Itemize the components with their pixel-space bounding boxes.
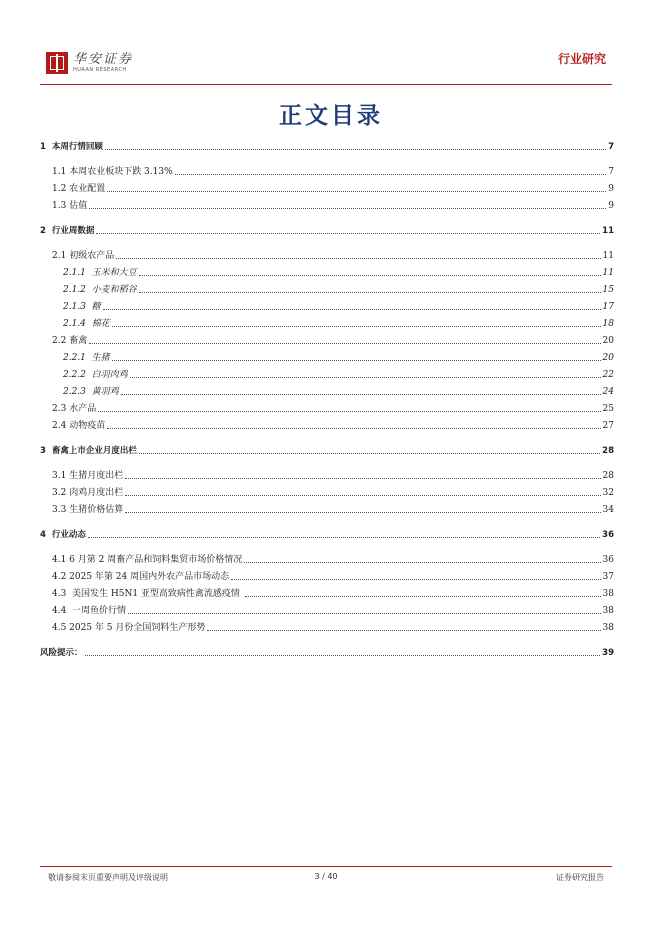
toc-dot-leader	[128, 613, 601, 614]
toc-entry[interactable]	[52, 197, 614, 212]
toc-dot-leader	[125, 495, 600, 496]
toc-entry[interactable]	[63, 264, 614, 279]
page-footer	[40, 872, 612, 886]
toc-entry-label: 行业动态	[51, 530, 86, 540]
toc-dot-leader	[125, 512, 600, 513]
toc-entry-number: 3	[40, 446, 52, 456]
toc-entry-page: 11	[602, 268, 614, 278]
toc-entry-label: 小麦和稻谷	[91, 285, 137, 295]
toc-entry[interactable]	[52, 484, 614, 499]
toc-dot-leader	[244, 562, 600, 563]
toc-dot-leader	[85, 655, 601, 656]
toc-entry-page: 38	[602, 589, 614, 599]
toc-entry-label: 糖	[91, 302, 101, 312]
logo-chinese-name: 华安证券	[73, 51, 134, 67]
toc-dot-leader	[112, 360, 601, 361]
toc-dot-leader	[130, 377, 601, 378]
toc-entry-page: 9	[608, 201, 614, 211]
toc-dot-leader	[125, 478, 600, 479]
toc-entry-number: 2.1	[52, 251, 70, 261]
toc-entry-label: 生猪价格估算	[69, 505, 124, 515]
toc-entry-label: 本周农业板块下跌 3.13%	[69, 167, 173, 177]
toc-entry-label: 黄羽鸡	[91, 387, 119, 397]
toc-entry-page: 24	[602, 387, 614, 397]
toc-entry-label: 肉鸡月度出栏	[69, 488, 124, 498]
toc-entry[interactable]	[40, 222, 614, 237]
toc-entry-page: 38	[602, 606, 614, 616]
toc-dot-leader	[112, 326, 601, 327]
toc-entry-label: 4.3 美国发生 H5N1 亚型高致病性禽流感疫情	[52, 589, 243, 599]
toc-entry[interactable]	[52, 163, 614, 178]
toc-entry-number: 2.3	[52, 404, 70, 414]
toc-entry[interactable]	[63, 383, 614, 398]
toc-dot-leader	[121, 394, 601, 395]
toc-entry[interactable]	[63, 315, 614, 330]
header-divider	[40, 84, 612, 85]
toc-entry-page: 22	[602, 370, 614, 380]
toc-entry-page: 7	[608, 167, 614, 177]
toc-entry-number: 3.2	[52, 488, 70, 498]
toc-entry[interactable]	[63, 349, 614, 364]
toc-entry-number: 1.2	[52, 184, 70, 194]
toc-dot-leader	[207, 630, 600, 631]
toc-entry-number: 4	[40, 530, 52, 540]
toc-entry-number: 1	[40, 142, 52, 152]
toc-entry[interactable]	[40, 644, 614, 659]
toc-entry-number: 2.1.3	[63, 302, 92, 312]
toc-entry-number: 2.2.2	[63, 370, 92, 380]
toc-dot-leader	[103, 309, 601, 310]
toc-entry[interactable]	[52, 551, 614, 566]
toc-entry[interactable]	[63, 366, 614, 381]
disclaimer-note: 敬请参阅末页重要声明及评级说明	[48, 873, 168, 882]
toc-entry-page: 11	[602, 251, 614, 261]
toc-entry[interactable]	[52, 602, 614, 617]
toc-entry[interactable]	[40, 138, 614, 153]
logo-seal-icon	[46, 52, 68, 74]
toc-dot-leader	[89, 343, 600, 344]
toc-dot-leader	[139, 275, 601, 276]
toc-entry-label: 4.4 一周鱼价行情	[52, 606, 127, 616]
toc-entry-label: 4.2 2025 年第 24 周国内外农产品市场动态	[52, 572, 230, 582]
toc-entry-label: 棉花	[91, 319, 110, 329]
toc-entry-label: 农业配置	[69, 184, 106, 194]
toc-dot-leader	[245, 596, 601, 597]
toc-entry-label: 畜禽	[69, 336, 88, 346]
logo-english-name: HUAAN RESEARCH	[73, 66, 127, 73]
toc-entry[interactable]	[63, 298, 614, 313]
toc-entry-page: 38	[602, 623, 614, 633]
toc-entry-number: 3.3	[52, 505, 70, 515]
toc-entry-label: 生猪月度出栏	[69, 471, 124, 481]
page-number: 3 / 40	[314, 872, 338, 881]
toc-dot-leader	[116, 258, 600, 259]
toc-entry-page: 32	[602, 488, 614, 498]
toc-dot-leader	[231, 579, 600, 580]
toc-dot-leader	[107, 428, 600, 429]
toc-entry-page: 28	[602, 446, 614, 456]
toc-entry-page: 28	[602, 471, 614, 481]
toc-entry-number: 2.2.3	[63, 387, 92, 397]
toc-entry-number: 2.1.4	[63, 319, 92, 329]
toc-entry-number: 2.1.1	[63, 268, 92, 278]
footer-divider	[40, 866, 612, 867]
toc-entry-label: 本周行情回顾	[51, 142, 103, 152]
toc-entry-label: 行业周数据	[51, 226, 95, 236]
toc-entry-label: 4.5 2025 年 5 月份全国饲料生产形势	[52, 623, 206, 633]
page-header	[40, 48, 612, 88]
toc-entry-page: 27	[602, 421, 614, 431]
toc-entry[interactable]	[52, 247, 614, 262]
toc-entry-label: 畜禽上市企业月度出栏	[51, 446, 137, 456]
toc-dot-leader	[98, 411, 600, 412]
toc-entry-page: 36	[602, 555, 614, 565]
toc-entry[interactable]	[40, 526, 614, 541]
toc-entry[interactable]	[52, 619, 614, 634]
toc-entry-number: 2.1.2	[63, 285, 92, 295]
toc-entry-label: 水产品	[69, 404, 97, 414]
toc-entry[interactable]	[52, 417, 614, 432]
toc-entry-number: 1.1	[52, 167, 70, 177]
toc-entry-number: 2.2.1	[63, 353, 92, 363]
toc-entry-page: 17	[602, 302, 614, 312]
toc-entry[interactable]	[52, 400, 614, 415]
report-type-label: 行业研究	[557, 52, 606, 66]
toc-entry-page: 20	[602, 336, 614, 346]
toc-entry[interactable]	[52, 467, 614, 482]
toc-dot-leader	[88, 537, 600, 538]
toc-entry[interactable]	[52, 501, 614, 516]
toc-entry-number: 2.4	[52, 421, 70, 431]
toc-entry-page: 39	[602, 648, 614, 658]
toc-entry-label: 动物疫苗	[69, 421, 106, 431]
toc-dot-leader	[139, 292, 601, 293]
company-logo	[46, 52, 133, 74]
toc-entry-page: 15	[602, 285, 614, 295]
toc-dot-leader	[89, 208, 606, 209]
toc-title: 正文目录	[279, 103, 383, 129]
toc-entry-label: 白羽肉鸡	[91, 370, 128, 380]
toc-dot-leader	[96, 233, 600, 234]
toc-entry-number: 2.2	[52, 336, 70, 346]
toc-entry-number: 1.3	[52, 201, 70, 211]
toc-entry[interactable]	[52, 568, 614, 583]
toc-entry-label: 初级农产品	[69, 251, 115, 261]
toc-dot-leader	[105, 149, 606, 150]
toc-entry[interactable]	[63, 281, 614, 296]
report-category: 证券研究报告	[556, 873, 604, 882]
toc-dot-leader	[175, 174, 607, 175]
toc-entry[interactable]	[52, 585, 614, 600]
toc-entry-page: 20	[602, 353, 614, 363]
toc-entry-page: 34	[602, 505, 614, 515]
toc-entry-page: 7	[608, 142, 614, 152]
toc-entry[interactable]	[40, 442, 614, 457]
toc-dot-leader	[139, 453, 600, 454]
toc-entry-page: 25	[602, 404, 614, 414]
toc-entry-label: 玉米和大豆	[91, 268, 137, 278]
toc-entry-label: 风险提示：	[40, 648, 83, 658]
toc-entry-number: 3.1	[52, 471, 70, 481]
toc-entry-number: 2	[40, 226, 52, 236]
toc-entry[interactable]	[52, 332, 614, 347]
toc-entry-label: 4.1 6 月第 2 周畜产品和饲料集贸市场价格情况	[52, 555, 243, 565]
toc-entry[interactable]	[52, 180, 614, 195]
toc-entry-label: 估值	[69, 201, 88, 211]
toc-entry-page: 36	[602, 530, 614, 540]
toc-entry-label: 生猪	[91, 353, 110, 363]
toc-entry-page: 11	[602, 226, 614, 236]
toc-dot-leader	[107, 191, 606, 192]
toc-entry-page: 37	[602, 572, 614, 582]
toc-entry-page: 9	[608, 184, 614, 194]
toc-entry-page: 18	[602, 319, 614, 329]
